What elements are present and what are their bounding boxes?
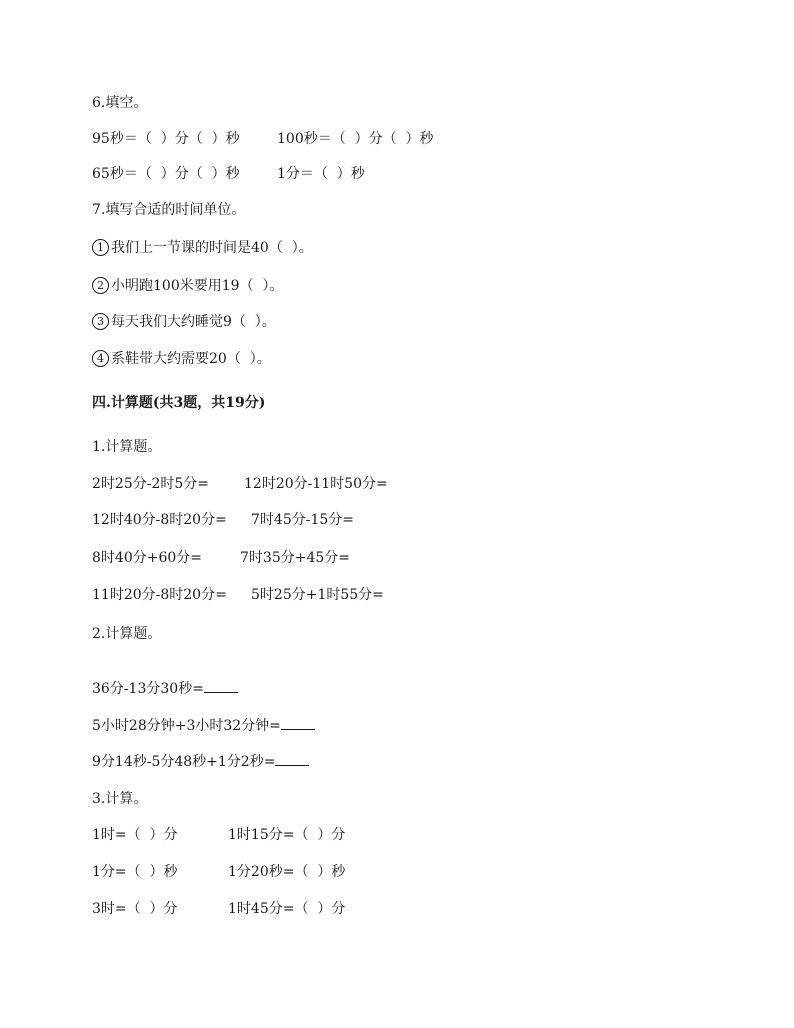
- q7-item-text: 每天我们大约睡觉9（ ）。: [111, 314, 276, 330]
- c1-row-4-left: 11时20分-8时20分=: [92, 587, 227, 603]
- q6-row-1-left: 95秒＝（ ）分（ ）秒: [92, 131, 240, 147]
- c1-row-2-right: 7时45分-15分=: [251, 512, 354, 528]
- c1-row-1-left: 2时25分-2时5分=: [92, 476, 209, 492]
- circled-number: 2: [92, 277, 109, 294]
- c3-row-1-left: 1时=（ ）分: [92, 827, 178, 843]
- q6-row-2-left: 65秒＝（ ）分（ ）秒: [92, 166, 240, 182]
- circled-number: 4: [92, 350, 109, 367]
- c3-row-3-left: 3时=（ ）分: [92, 901, 178, 917]
- q7-item-text: 系鞋带大约需要20（ ）。: [111, 351, 271, 367]
- c3-row-2-right: 1分20秒=（ ）秒: [228, 864, 346, 880]
- q7-item-text: 小明跑100米要用19（ ）。: [111, 278, 284, 294]
- c1-row-4-right: 5时25分+1时55分=: [251, 587, 384, 603]
- c1-row-2-left: 12时40分-8时20分=: [92, 512, 227, 528]
- answer-blank: [281, 715, 315, 730]
- answer-blank: [275, 751, 309, 766]
- circled-number: 1: [92, 239, 109, 256]
- circled-number: 3: [92, 313, 109, 330]
- c3-row-1-right: 1时15分=（ ）分: [228, 827, 346, 843]
- c2-item-3: [92, 751, 309, 772]
- c3-title: 3.计算。: [92, 791, 148, 807]
- c2-expression: 5小时28分钟+3小时32分钟=: [92, 718, 281, 734]
- q7-item-3: [92, 312, 276, 332]
- c2-expression: 9分14秒-5分48秒+1分2秒=: [92, 754, 276, 770]
- c2-item-2: [92, 715, 315, 736]
- c2-expression: 36分-13分30秒=: [92, 681, 204, 697]
- c2-item-1: [92, 678, 238, 699]
- c1-title: 1.计算题。: [92, 439, 162, 455]
- q7-item-4: [92, 349, 271, 369]
- q7-item-2: [92, 276, 283, 296]
- c3-row-3-right: 1时45分=（ ）分: [228, 901, 346, 917]
- q7-item-text: 我们上一节课的时间是40（ ）。: [111, 240, 313, 256]
- q6-row-2-right: 1分＝（ ）秒: [277, 166, 365, 182]
- c3-row-2-left: 1分=（ ）秒: [92, 864, 178, 880]
- c2-title: 2.计算题。: [92, 626, 162, 642]
- q7-item-1: [92, 238, 313, 258]
- section-heading: 四.计算题(共3题，共19分): [92, 395, 266, 411]
- c1-row-3-right: 7时35分+45分=: [240, 550, 350, 566]
- c1-row-1-right: 12时20分-11时50分=: [244, 476, 388, 492]
- q6-row-1-right: 100秒＝（ ）分（ ）秒: [277, 131, 434, 147]
- q7-title: 7.填写合适的时间单位。: [92, 202, 246, 218]
- c1-row-3-left: 8时40分+60分=: [92, 550, 202, 566]
- q6-title: 6.填空。: [92, 95, 148, 111]
- answer-blank: [204, 678, 238, 693]
